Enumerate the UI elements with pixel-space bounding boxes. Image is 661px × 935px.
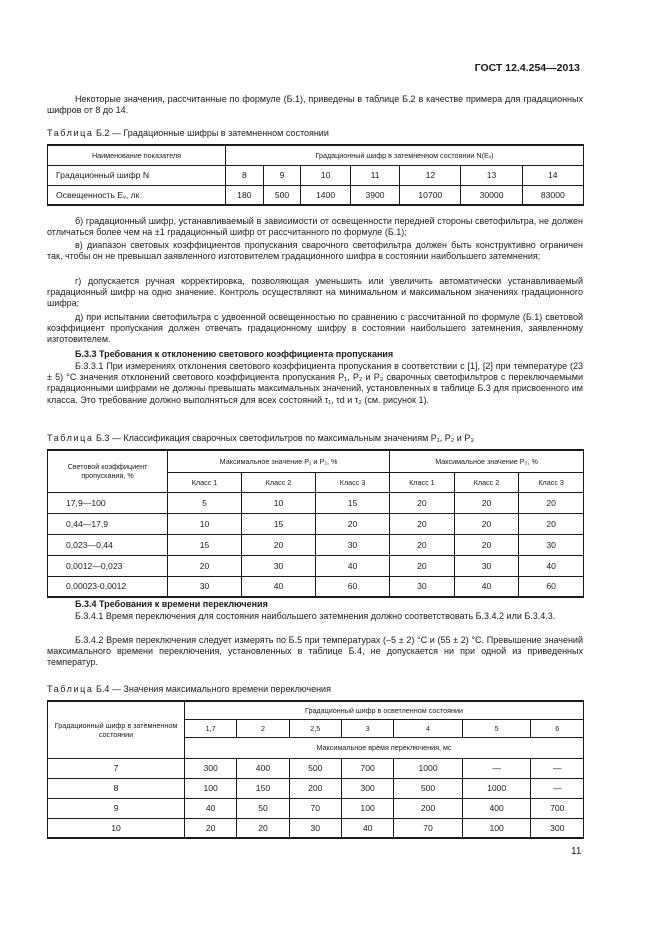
table-cell: 100 [462, 818, 531, 838]
table-row [48, 165, 584, 185]
row-label: 17,9—100 [48, 492, 168, 513]
column-header: Класс 3 [519, 472, 584, 492]
table-cell: 20 [390, 492, 455, 513]
table-cell: 150 [237, 778, 289, 798]
table-cell: 500 [394, 778, 463, 798]
table-cell: 30 [390, 576, 455, 597]
table-cell: 83000 [522, 185, 583, 205]
table-cell: 300 [185, 758, 237, 778]
table-cell: 15 [316, 492, 390, 513]
caption-label: Таблица [47, 433, 94, 443]
table-cell: — [462, 758, 531, 778]
table-cell: 10 [168, 513, 242, 534]
table-cell: 20 [454, 492, 519, 513]
table-cell: 20 [390, 555, 455, 576]
table-cell: 1000 [394, 758, 463, 778]
table-cell: 8 [226, 165, 264, 185]
table-cell: 15 [242, 513, 316, 534]
table-cell: 3900 [350, 185, 399, 205]
column-header: Класс 2 [242, 472, 316, 492]
table-row [48, 555, 584, 576]
column-header: Градационный шифр в затемненном состоянии N(Eᵥ) [226, 145, 584, 165]
table-cell: 20 [237, 818, 289, 838]
section-b34-p1: Б.3.4.1 Время переключения для состояния наибольшего затемнения должно соответствовать Б.3.4.2 или Б.3.4.3. [75, 611, 556, 621]
column-header: Наименование показателя [48, 145, 226, 165]
table-b2 [47, 144, 584, 206]
column-group-header: Максимальное значение P₃, % [390, 450, 584, 472]
section-b34-p2: Б.3.4.2 Время переключения следует измерять по Б.5 при температурах (–5 ± 2) °С и (55 ± 2) °С. Превышение значений максимального времени переключения, установленных в таблице Б.4, не допускается ни при одной из приведенных температур. [47, 635, 583, 668]
table-cell: 20 [168, 555, 242, 576]
intro-paragraph: Некоторые значения, рассчитанные по формуле (Б.1), приведены в таблице Б.2 в качестве примера для градационных шифров от 8 до 14. [47, 94, 583, 116]
table-cell: 13 [461, 165, 522, 185]
section-b33-text: Б.3.3.1 При измерениях отклонения светового коэффициента пропускания в соответствии с [1], [2] при температуре (23 ± 5) °С значения отклонений светового коэффициента пропускания P₁, P₂ и P₃ сварочных светофильтров с переключаемыми градационными шифрами не должны превышать максимальных значений, установленных в таблице Б.3 для присвоенного им класса. Это требование должно выполняться для всех состояний τ₁, τd и τ₂ (см. рисунок 1). [47, 361, 583, 405]
table-cell: 40 [242, 576, 316, 597]
table-cell: — [531, 778, 584, 798]
column-header: 2,5 [289, 719, 341, 737]
table-cell: 100 [341, 798, 393, 818]
table-cell: 40 [454, 576, 519, 597]
section-heading-b33: Б.3.3 Требования к отклонению светового коэффициента пропускания [75, 349, 394, 359]
table-cell: 30 [168, 576, 242, 597]
column-header: 4 [394, 719, 463, 737]
table-cell: 700 [341, 758, 393, 778]
table-cell: 20 [242, 534, 316, 555]
table-cell: 30 [454, 555, 519, 576]
table-cell: 400 [462, 798, 531, 818]
table-cell: 10 [242, 492, 316, 513]
table-cell: 12 [400, 165, 461, 185]
column-header: 5 [462, 719, 531, 737]
column-header: Класс 2 [454, 472, 519, 492]
table-cell: 9 [263, 165, 301, 185]
caption-label: Таблица [47, 128, 94, 138]
table-header-row [48, 450, 584, 472]
section-heading-b34: Б.3.4 Требования к времени переключения [75, 599, 268, 609]
table-cell: 700 [531, 798, 584, 818]
table-cell: 20 [454, 513, 519, 534]
column-subheader: Максимальное время переключения, мс [185, 737, 584, 758]
table-cell: 30 [242, 555, 316, 576]
table-cell: 500 [263, 185, 301, 205]
table-b3-caption [47, 433, 474, 443]
table-cell: 50 [237, 798, 289, 818]
table-cell: 40 [185, 798, 237, 818]
table-cell: 100 [185, 778, 237, 798]
table-cell: 70 [394, 818, 463, 838]
item-b: б) градационный шифр, устанавливаемый в зависимости от освещенности передней стороны светофильтра, не должен отличаться более чем на ±1 градационный шифр от рассчитанного по формуле (Б.1); [47, 216, 583, 238]
column-header: Класс 1 [390, 472, 455, 492]
table-cell: 10700 [400, 185, 461, 205]
row-label: 0,44—17,9 [48, 513, 168, 534]
column-header: 1,7 [185, 719, 237, 737]
column-group-header: Градационный шифр в осветленном состоянии [185, 701, 584, 719]
row-label: 0,023—0,44 [48, 534, 168, 555]
row-label: 0,00023-0,0012 [48, 576, 168, 597]
table-cell: 500 [289, 758, 341, 778]
standard-header: ГОСТ 12.4.254—2013 [474, 62, 580, 74]
column-group-header: Максимальное значение P₁ и P₂, % [168, 450, 390, 472]
item-g: г) допускается ручная корректировка, позволяющая уменьшить или увеличить автоматически устанавливаемый градационный шифр на одно значение. Контроль осуществляют на минимальном и максимальном значениях градационного шифра; [47, 276, 583, 309]
row-label: 9 [48, 798, 185, 818]
table-cell: 20 [316, 513, 390, 534]
row-label: 7 [48, 758, 185, 778]
table-row [48, 778, 584, 798]
table-b2-caption [47, 128, 329, 138]
table-cell: 20 [390, 513, 455, 534]
table-cell: 20 [454, 534, 519, 555]
table-cell: 30 [316, 534, 390, 555]
table-cell: 40 [519, 555, 584, 576]
table-cell: 300 [531, 818, 584, 838]
item-v: в) диапазон световых коэффициентов пропускания сварочного светофильтра должен быть конструктивно ограничен так, чтобы он не превышал заявленного изготовителем градационного шифра в состоянии наибольшего затемнения; [47, 240, 583, 262]
table-b3 [47, 449, 584, 598]
table-cell: 20 [185, 818, 237, 838]
column-header: Градационный шифр в затемненном состоянии [48, 701, 185, 758]
table-row [48, 513, 584, 534]
table-cell: 200 [394, 798, 463, 818]
table-row [48, 534, 584, 555]
column-header: Класс 1 [168, 472, 242, 492]
table-cell: 300 [341, 778, 393, 798]
table-cell: 14 [522, 165, 583, 185]
column-header: Класс 3 [316, 472, 390, 492]
row-label: 10 [48, 818, 185, 838]
caption-label: Таблица [47, 684, 94, 694]
column-header: 2 [237, 719, 289, 737]
page-number: 11 [571, 846, 582, 857]
table-header-row [48, 145, 584, 165]
table-cell: 1000 [462, 778, 531, 798]
table-cell: 30 [289, 818, 341, 838]
table-cell: 10 [301, 165, 350, 185]
table-row [48, 492, 584, 513]
column-header: 6 [531, 719, 584, 737]
table-cell: 60 [519, 576, 584, 597]
table-cell: 20 [519, 513, 584, 534]
table-b4 [47, 700, 584, 839]
table-cell: 30000 [461, 185, 522, 205]
table-cell: 40 [341, 818, 393, 838]
table-row [48, 185, 584, 205]
caption-text: Б.3 — Классификация сварочных светофильтров по максимальным значениям P₁, P₂ и P₃ [96, 433, 474, 443]
table-cell: 30 [519, 534, 584, 555]
table-cell: 60 [316, 576, 390, 597]
table-row [48, 758, 584, 778]
column-header: 3 [341, 719, 393, 737]
table-cell: 200 [289, 778, 341, 798]
table-cell: 40 [316, 555, 390, 576]
table-cell: 70 [289, 798, 341, 818]
table-cell: 20 [519, 492, 584, 513]
table-cell: 400 [237, 758, 289, 778]
table-cell: 20 [390, 534, 455, 555]
column-header: Световой коэффициент пропускания, % [48, 450, 168, 492]
item-d: д) при испытании светофильтра с удвоенной освещенностью по сравнению с рассчитанной по формуле (Б.1) световой коэффициент пропускания должен отвечать градационному шифру в состоянии наибольшего затемнения, заявленному изготовителем. [47, 312, 583, 345]
caption-text: Б.4 — Значения максимального времени переключения [96, 684, 331, 694]
table-header-row [48, 701, 584, 719]
row-label: 8 [48, 778, 185, 798]
table-cell: 1400 [301, 185, 350, 205]
table-row [48, 818, 584, 838]
table-cell: 15 [168, 534, 242, 555]
row-label: 0,0012—0,023 [48, 555, 168, 576]
table-b4-caption [47, 684, 331, 694]
table-cell: — [531, 758, 584, 778]
row-label: Градационный шифр N [48, 165, 226, 185]
row-label: Освещенность Eᵥ, лк [48, 185, 226, 205]
table-cell: 180 [226, 185, 264, 205]
table-cell: 5 [168, 492, 242, 513]
table-row [48, 798, 584, 818]
table-cell: 11 [350, 165, 399, 185]
caption-text: Б.2 — Градационные шифры в затемненном состоянии [96, 128, 329, 138]
table-row [48, 576, 584, 597]
